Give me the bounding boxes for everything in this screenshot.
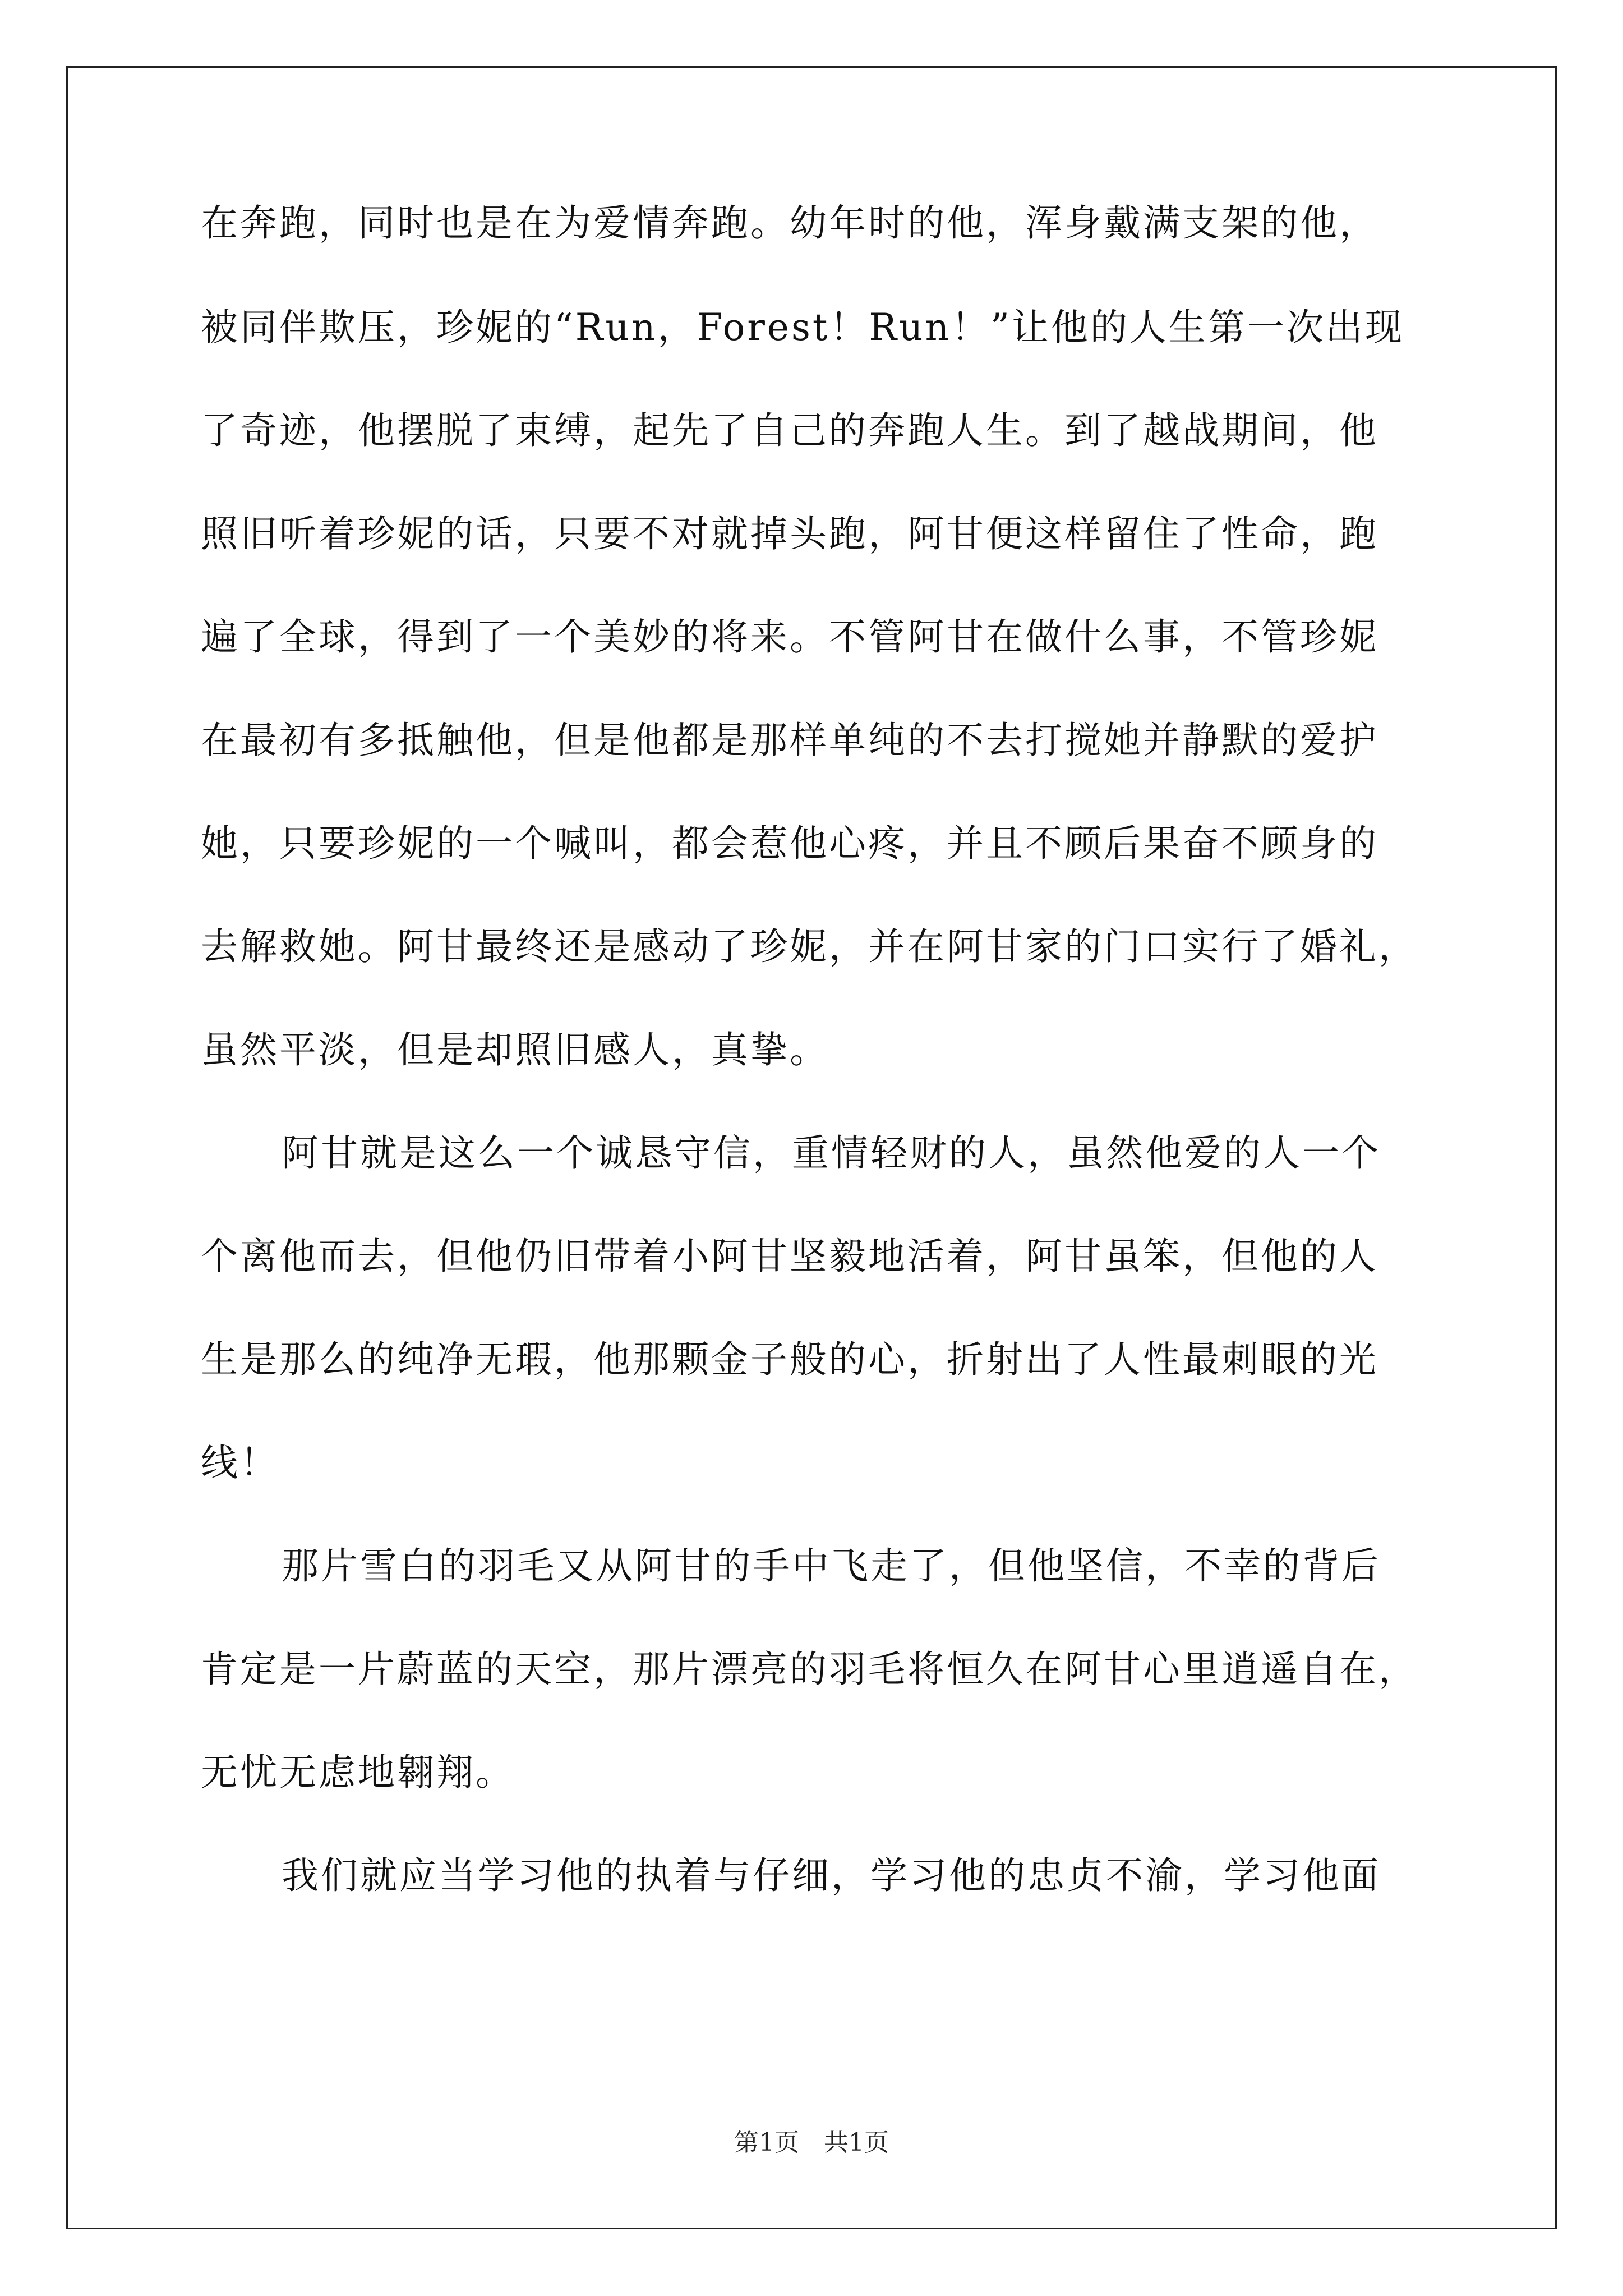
body-line-14: 那片雪白的羽毛又从阿甘的手中飞走了，但他坚信，不幸的背后 (282, 1544, 1381, 1588)
body-line-8: 去解救她。阿甘最终还是感动了珍妮，并在阿甘家的门口实行了婚礼， (201, 925, 1418, 968)
body-line-2: 被同伴欺压，珍妮的“Run，Forest！Run！”让他的人生第一次出现 (201, 306, 1404, 349)
body-line-16: 无忧无虑地翱翔。 (201, 1751, 515, 1794)
body-line-12: 生是那么的纯净无瑕，他那颗金子般的心，折射出了人性最刺眼的光 (201, 1338, 1378, 1381)
body-line-5: 遍了全球，得到了一个美妙的将来。不管阿甘在做什么事，不管珍妮 (201, 615, 1378, 659)
body-line-11: 个离他而去，但他仍旧带着小阿甘坚毅地活着，阿甘虽笨，但他的人 (201, 1235, 1378, 1278)
body-line-3: 了奇迹，他摆脱了束缚，起先了自己的奔跑人生。到了越战期间，他 (201, 409, 1378, 452)
body-line-7: 她，只要珍妮的一个喊叫，都会惹他心疼，并且不顾后果奋不顾身的 (201, 822, 1378, 865)
body-line-15: 肯定是一片蔚蓝的天空，那片漂亮的羽毛将恒久在阿甘心里逍遥自在， (201, 1648, 1418, 1691)
body-line-17: 我们就应当学习他的执着与仔细，学习他的忠贞不渝，学习他面 (282, 1854, 1381, 1897)
body-line-9: 虽然平淡，但是却照旧感人，真挚。 (201, 1028, 829, 1071)
body-line-6: 在最初有多抵触他，但是他都是那样单纯的不去打搅她并静默的爱护 (201, 719, 1378, 762)
body-line-13: 线！ (201, 1441, 279, 1484)
body-line-10: 阿甘就是这么一个诚恳守信，重情轻财的人，虽然他爱的人一个 (282, 1131, 1381, 1175)
page-number-footer: 第1页 共1页 (734, 2128, 889, 2157)
body-line-1: 在奔跑，同时也是在为爱情奔跑。幼年时的他，浑身戴满支架的他， (201, 201, 1378, 245)
body-line-4: 照旧听着珍妮的话，只要不对就掉头跑，阿甘便这样留住了性命，跑 (201, 512, 1378, 555)
